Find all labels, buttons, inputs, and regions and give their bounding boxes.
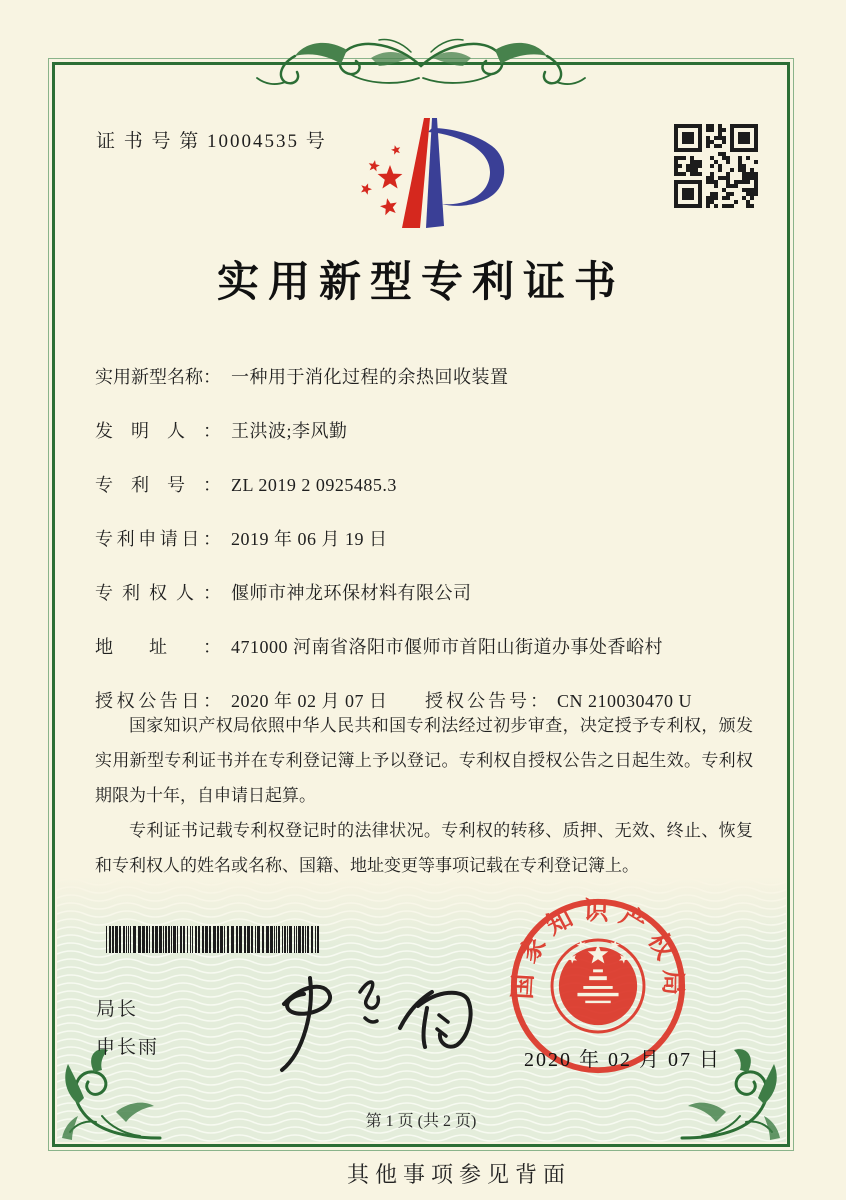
field-label: 专利号： [95, 475, 221, 495]
field-value: 一种用于消化过程的余热回收装置 [231, 367, 509, 387]
certificate-title: 实用新型专利证书 [216, 260, 625, 306]
signatory-name: 申长雨 [96, 1037, 160, 1058]
field-label: 发明人： [95, 421, 221, 441]
field-label: 授权公告日： [95, 691, 221, 711]
signature-handwriting [222, 952, 477, 1077]
grant-number-value: CN 210030470 U [557, 691, 693, 711]
seal-date: 2020 年 02 月 07 日 [524, 1049, 721, 1071]
field-list [95, 366, 755, 744]
field-value: 2019 年 06 月 19 日 [231, 529, 388, 549]
signatory-block [96, 991, 159, 1067]
field-value: ZL 2019 2 0925485.3 [231, 475, 397, 495]
field-row [95, 366, 755, 388]
grant-number-label: 授权公告号： [425, 691, 551, 711]
field-label: 实用新型名称： [95, 367, 221, 387]
field-row [95, 582, 755, 604]
signatory-title: 局长 [96, 999, 139, 1020]
qr-code [672, 122, 760, 210]
legal-paragraph-1: 国家知识产权局依照中华人民共和国专利法经过初步审查，决定授予专利权，颁发实用新型专利证书并在专利登记簿上予以登记。专利权自授权公告之日起生效。专利权期限为十年，自申请日起算。 [95, 716, 753, 805]
back-note: 其他事项参见背面 [346, 1162, 571, 1187]
field-row [95, 636, 755, 658]
field-row [95, 528, 755, 550]
field-value: 2020 年 02 月 07 日 [231, 691, 388, 711]
field-row [95, 420, 755, 442]
logo-blue-wedge [426, 118, 444, 228]
top-ornament-icon [251, 24, 591, 96]
field-value: 偃师市神龙环保材料有限公司 [231, 583, 472, 603]
cnipa-logo-icon [338, 110, 520, 238]
field-value: 471000 河南省洛阳市偃师市首阳山街道办事处香峪村 [231, 637, 663, 657]
field-label: 专利权人： [95, 583, 221, 603]
logo-stars-icon [361, 145, 402, 215]
logo-red-wedge [402, 118, 430, 228]
seal-text: 国家知识产权局 [507, 896, 688, 1005]
field-value: 王洪波;李风勤 [231, 421, 348, 441]
barcode [106, 926, 324, 953]
legal-text [95, 708, 753, 883]
legal-paragraph-2: 专利证书记载专利权登记时的法律状况。专利权的转移、质押、无效、终止、恢复和专利权人的姓名或名称、国籍、地址变更等事项记载在专利登记簿上。 [95, 821, 753, 875]
page-number: 第 1 页 (共 2 页) [365, 1113, 477, 1130]
field-row [95, 474, 755, 496]
field-label: 专利申请日： [95, 529, 221, 549]
field-label: 地址： [95, 637, 221, 657]
certificate-number: 证 书 号 第 10004535 号 [96, 131, 327, 152]
